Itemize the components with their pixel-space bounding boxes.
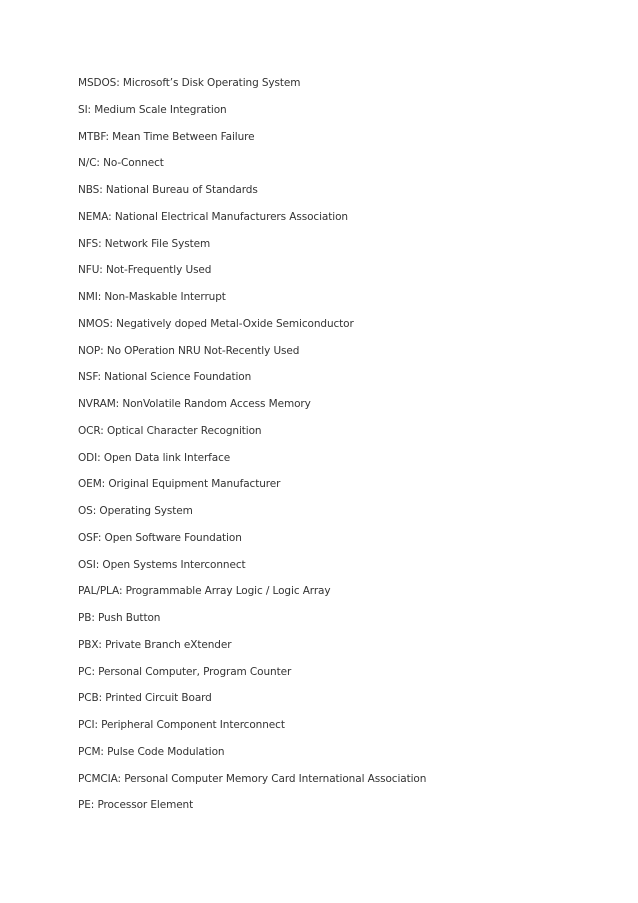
acronym-entry-nmos: NMOS: Negatively doped Metal-Oxide Semiconductor: [78, 317, 354, 330]
acronym-entry-nema: NEMA: National Electrical Manufacturers Association: [78, 210, 348, 223]
acronym-entry-nc: N/C: No-Connect: [78, 157, 164, 170]
acronym-entry-pe: PE: Processor Element: [78, 799, 194, 812]
acronym-entry-nmi: NMI: Non-Maskable Interrupt: [78, 291, 226, 303]
acronym-entry-pcb: PCB: Printed Circuit Board: [78, 692, 212, 705]
acronym-entry-oem: OEM: Original Equipment Manufacturer: [78, 478, 281, 491]
acronym-entry-osi: OSI: Open Systems Interconnect: [78, 558, 246, 571]
acronym-entry-pci: PCI: Peripheral Component Interconnect: [78, 719, 285, 731]
acronym-entry-pc: PC: Personal Computer, Program Counter: [78, 665, 292, 678]
acronym-entry-ocr: OCR: Optical Character Recognition: [78, 424, 262, 437]
acronym-entry-pb: PB: Push Button: [78, 612, 161, 624]
acronym-entry-si: SI: Medium Scale Integration: [78, 103, 227, 116]
acronym-entry-pal-pla: PAL/PLA: Programmable Array Logic / Logic Array: [78, 585, 331, 598]
acronym-entry-msdos: MSDOS: Microsoft’s Disk Operating System: [78, 77, 301, 89]
acronym-entry-os: OS: Operating System: [78, 505, 193, 517]
acronym-entry-osf: OSF: Open Software Foundation: [78, 531, 242, 544]
acronym-entry-nfu: NFU: Not-Frequently Used: [78, 264, 212, 277]
acronym-entry-nsf: NSF: National Science Foundation: [78, 371, 252, 384]
acronym-entry-nbs: NBS: National Bureau of Standards: [78, 184, 258, 196]
acronym-entry-nop: NOP: No OPeration NRU Not-Recently Used: [78, 344, 300, 357]
acronym-entry-pcmcia: PCMCIA: Personal Computer Memory Card International Association: [78, 772, 427, 785]
acronym-entry-pcm: PCM: Pulse Code Modulation: [78, 745, 225, 758]
acronym-entry-nvram: NVRAM: NonVolatile Random Access Memory: [78, 398, 311, 410]
acronym-entry-pbx: PBX: Private Branch eXtender: [78, 638, 232, 651]
acronym-entry-mtbf: MTBF: Mean Time Between Failure: [78, 130, 255, 143]
acronym-entry-odi: ODI: Open Data link Interface: [78, 451, 231, 464]
acronym-entry-nfs: NFS: Network File System: [78, 237, 211, 250]
acronym-list: [78, 76, 598, 825]
